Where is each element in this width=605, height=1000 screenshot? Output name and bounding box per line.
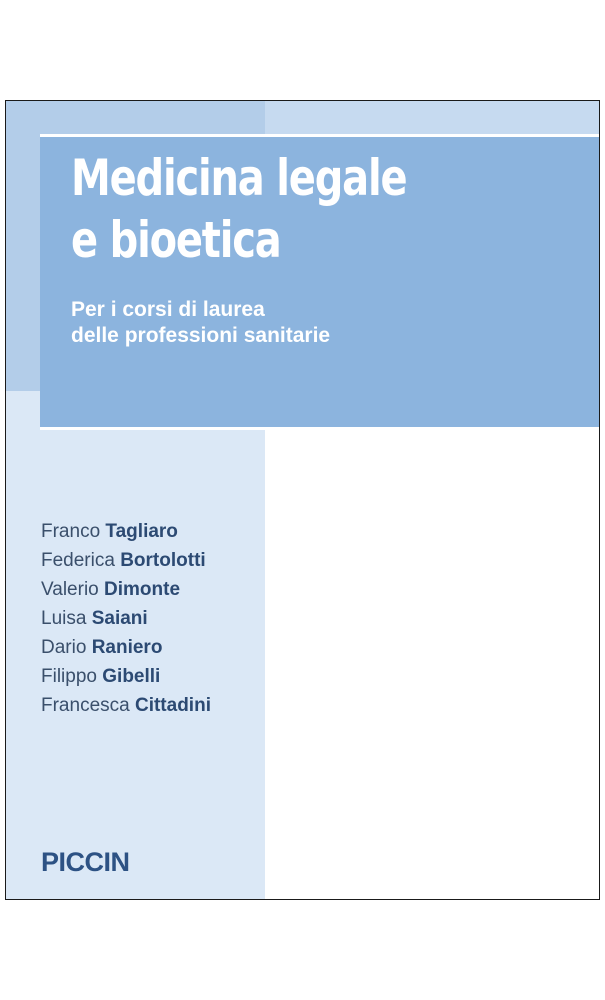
author-family-name: Tagliaro	[105, 521, 178, 542]
author-family-name: Dimonte	[104, 579, 181, 600]
author-name	[41, 691, 211, 720]
author-given-name: Valerio	[41, 579, 99, 600]
cover-top-band	[265, 101, 599, 134]
author-family-name: Bortolotti	[120, 550, 206, 571]
book-cover	[5, 100, 600, 900]
divider-line-bottom	[40, 427, 599, 430]
author-name	[41, 546, 211, 575]
author-family-name: Raniero	[91, 637, 163, 658]
author-name	[41, 604, 211, 633]
author-given-name: Filippo	[41, 666, 97, 687]
author-given-name: Francesca	[41, 695, 130, 716]
author-given-name: Franco	[41, 521, 101, 542]
author-given-name: Dario	[41, 637, 87, 658]
author-name	[41, 575, 211, 604]
author-family-name: Gibelli	[102, 666, 161, 687]
author-family-name: Saiani	[91, 608, 148, 629]
publisher-logo: PICCIN	[41, 847, 130, 877]
author-name	[41, 517, 211, 546]
author-given-name: Federica	[41, 550, 115, 571]
book-subtitle	[71, 297, 330, 349]
author-name	[41, 633, 211, 662]
author-name	[41, 662, 211, 691]
author-given-name: Luisa	[41, 608, 87, 629]
book-title	[71, 147, 406, 271]
book-subtitle-line-2: delle professioni sanitarie	[71, 324, 331, 347]
author-list	[41, 517, 211, 720]
book-title-line-2: e bioetica	[71, 211, 281, 269]
author-family-name: Cittadini	[134, 695, 211, 716]
book-title-line-1: Medicina legale	[71, 149, 407, 207]
book-subtitle-line-1: Per i corsi di laurea	[71, 298, 265, 321]
